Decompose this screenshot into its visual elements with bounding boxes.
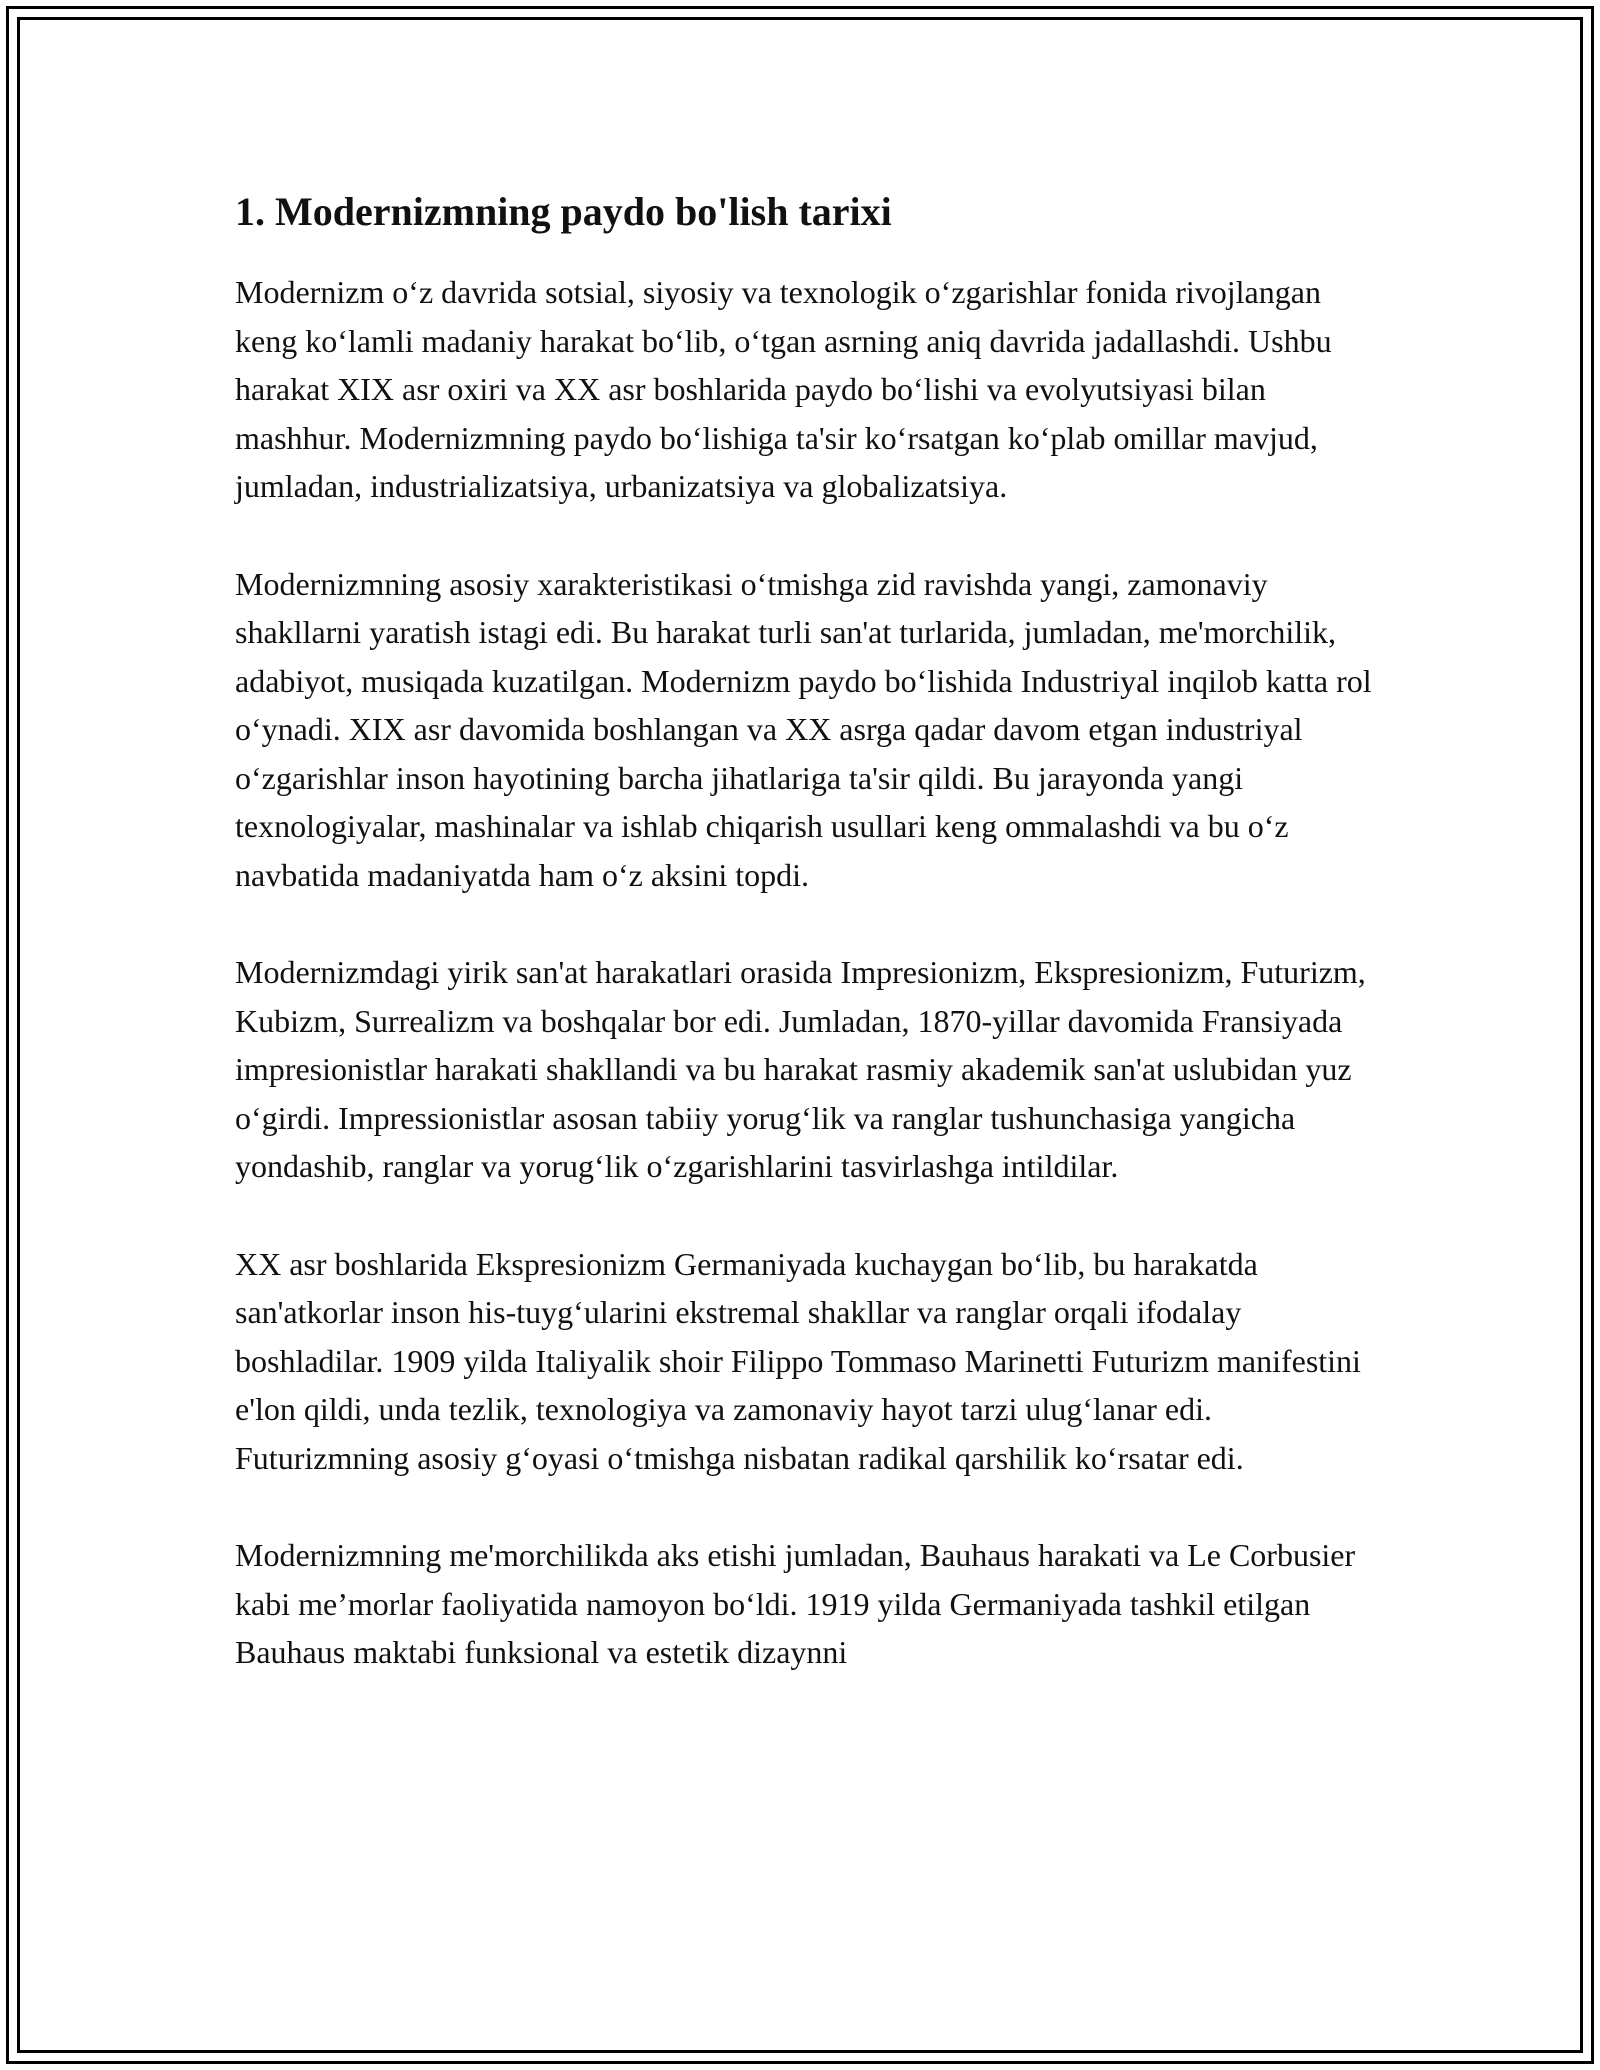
section-heading: 1. Modernizmning paydo bo'lish tarixi bbox=[235, 189, 892, 234]
paragraph-5: Modernizmning me'morchilikda aks etishi jumladan, Bauhaus harakati va Le Corbusier kabi me’morlar faoliyatida namoyon bo‘ldi. 1919 yilda Germaniyada tashkil etilgan Bauhaus maktabi funksional va estetik dizaynni bbox=[235, 1537, 1356, 1670]
paragraph-1: Modernizm o‘z davrida sotsial, siyosiy va texnologik o‘zgarishlar fonida rivojlangan keng ko‘lamli madaniy harakat bo‘lib, o‘tgan asrning aniq davrida jadallashdi. Ushbu harakat XIX asr oxiri va XX asr boshlarida paydo bo‘lishi va evolyutsiyasi bilan mashhur. Modernizmning paydo bo‘lishiga ta'sir ko‘rsatgan ko‘plab omillar mavjud, jumladan, industrializatsiya, urbanizatsiya va globalizatsiya. bbox=[235, 274, 1332, 504]
document-body bbox=[235, 186, 1385, 1677]
paragraph-2: Modernizmning asosiy xarakteristikasi o‘tmishga zid ravishda yangi, zamonaviy shakllarni yaratish istagi edi. Bu harakat turli san'at turlarida, jumladan, me'morchilik, adabiyot, musiqada kuzatilgan. Modernizm paydo bo‘lishida Industriyal inqilob katta rol o‘ynadi. XIX asr davomida boshlangan va XX asrga qadar davom etgan industriyal o‘zgarishlar inson hayotining barcha jihatlariga ta'sir qildi. Bu jarayonda yangi texnologiyalar, mashinalar va ishlab chiqarish usullari keng ommalashdi va bu o‘z navbatida madaniyatda ham o‘z aksini topdi. bbox=[235, 565, 1372, 893]
paragraph-4: XX asr boshlarida Ekspresionizm Germaniyada kuchaygan bo‘lib, bu harakatda san'atkorlar inson his-tuyg‘ularini ekstremal shakllar va ranglar orqali ifodalay boshladilar. 1909 yilda Italiyalik shoir Filippo Tommaso Marinetti Futurizm manifestini e'lon qildi, unda tezlik, texnologiya va zamonaviy hayot tarzi ulug‘lanar edi. Futurizmning asosiy g‘oyasi o‘tmishga nisbatan radikal qarshilik ko‘rsatar edi. bbox=[235, 1245, 1361, 1476]
paragraph-3: Modernizmdagi yirik san'at harakatlari orasida Impresionizm, Ekspresionizm, Futurizm, Kubizm, Surrealizm va boshqalar bor edi. Jumladan, 1870-yillar davomida Fransiyada impresionistlar harakati shakllandi va bu harakat rasmiy akademik san'at uslubidan yuz o‘girdi. Impressionistlar asosan tabiiy yorug‘lik va ranglar tushunchasiga yangicha yondashib, ranglar va yorug‘lik o‘zgarishlarini tasvirlashga intildilar. bbox=[235, 954, 1366, 1184]
